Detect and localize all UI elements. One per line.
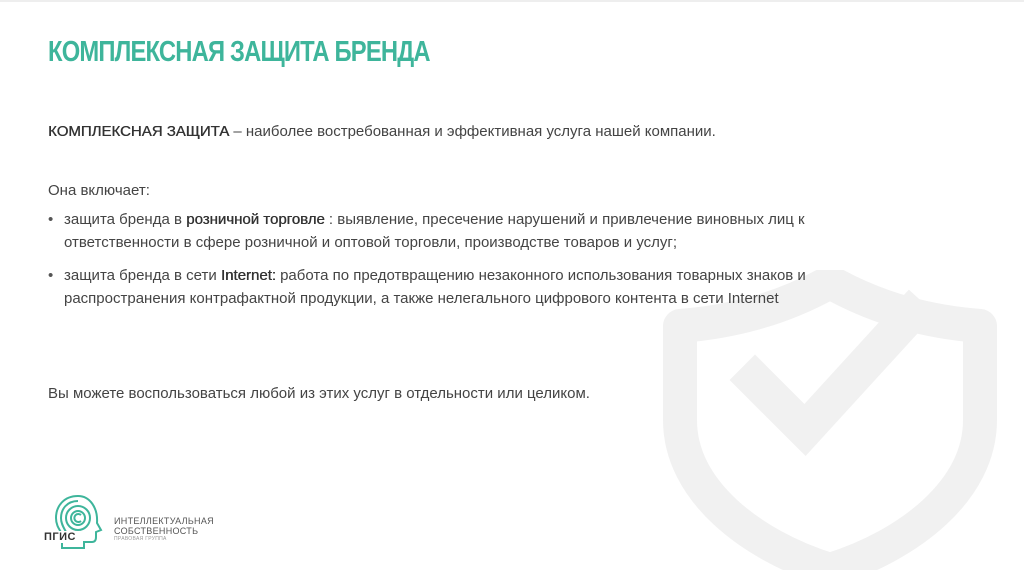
logo-line-1: ИНТЕЛЛЕКТУАЛЬНАЯ (114, 516, 214, 526)
logo-line-3: ПРАВОВАЯ ГРУППА (114, 536, 167, 542)
includes-label: Она включает: (48, 182, 150, 199)
logo-line-2: СОБСТВЕННОСТЬ (114, 526, 199, 536)
intro-paragraph (48, 120, 868, 143)
bullet-prefix: защита бренда в (64, 211, 187, 228)
bullet-prefix: защита бренда в сети (64, 267, 221, 284)
bullet-text: : выявление, пресечение нарушений и привлечение виновных лиц к ответственности в сфере розничной и оптовой торговли, производстве товаров и услуг; (64, 211, 805, 251)
slide-title: КОМПЛЕКСНАЯ ЗАЩИТА БРЕНДА (48, 36, 430, 68)
logo-text (114, 516, 214, 543)
list-item (48, 264, 868, 310)
logo-abbreviation: ПГИС (44, 531, 76, 543)
intro-text: – наиболее востребованная и эффективная услуга нашей компании. (229, 123, 716, 140)
closing-paragraph: Вы можете воспользоваться любой из этих услуг в отдельности или целиком. (48, 385, 590, 402)
company-logo (40, 492, 240, 552)
head-copyright-icon (50, 492, 110, 552)
intro-label: КОМПЛЕКСНАЯ ЗАЩИТА (48, 123, 230, 140)
bullet-highlight: Internet: (220, 267, 276, 284)
list-item (48, 208, 868, 254)
bullet-text: работа по предотвращению незаконного использования товарных знаков и распространения контрафактной продукции, а также нелегального цифрового контента в сети Internet (64, 267, 806, 307)
top-divider (0, 0, 1024, 2)
bullet-highlight: розничной торговле (186, 211, 325, 228)
slide-body (48, 120, 868, 320)
services-list (48, 208, 868, 310)
